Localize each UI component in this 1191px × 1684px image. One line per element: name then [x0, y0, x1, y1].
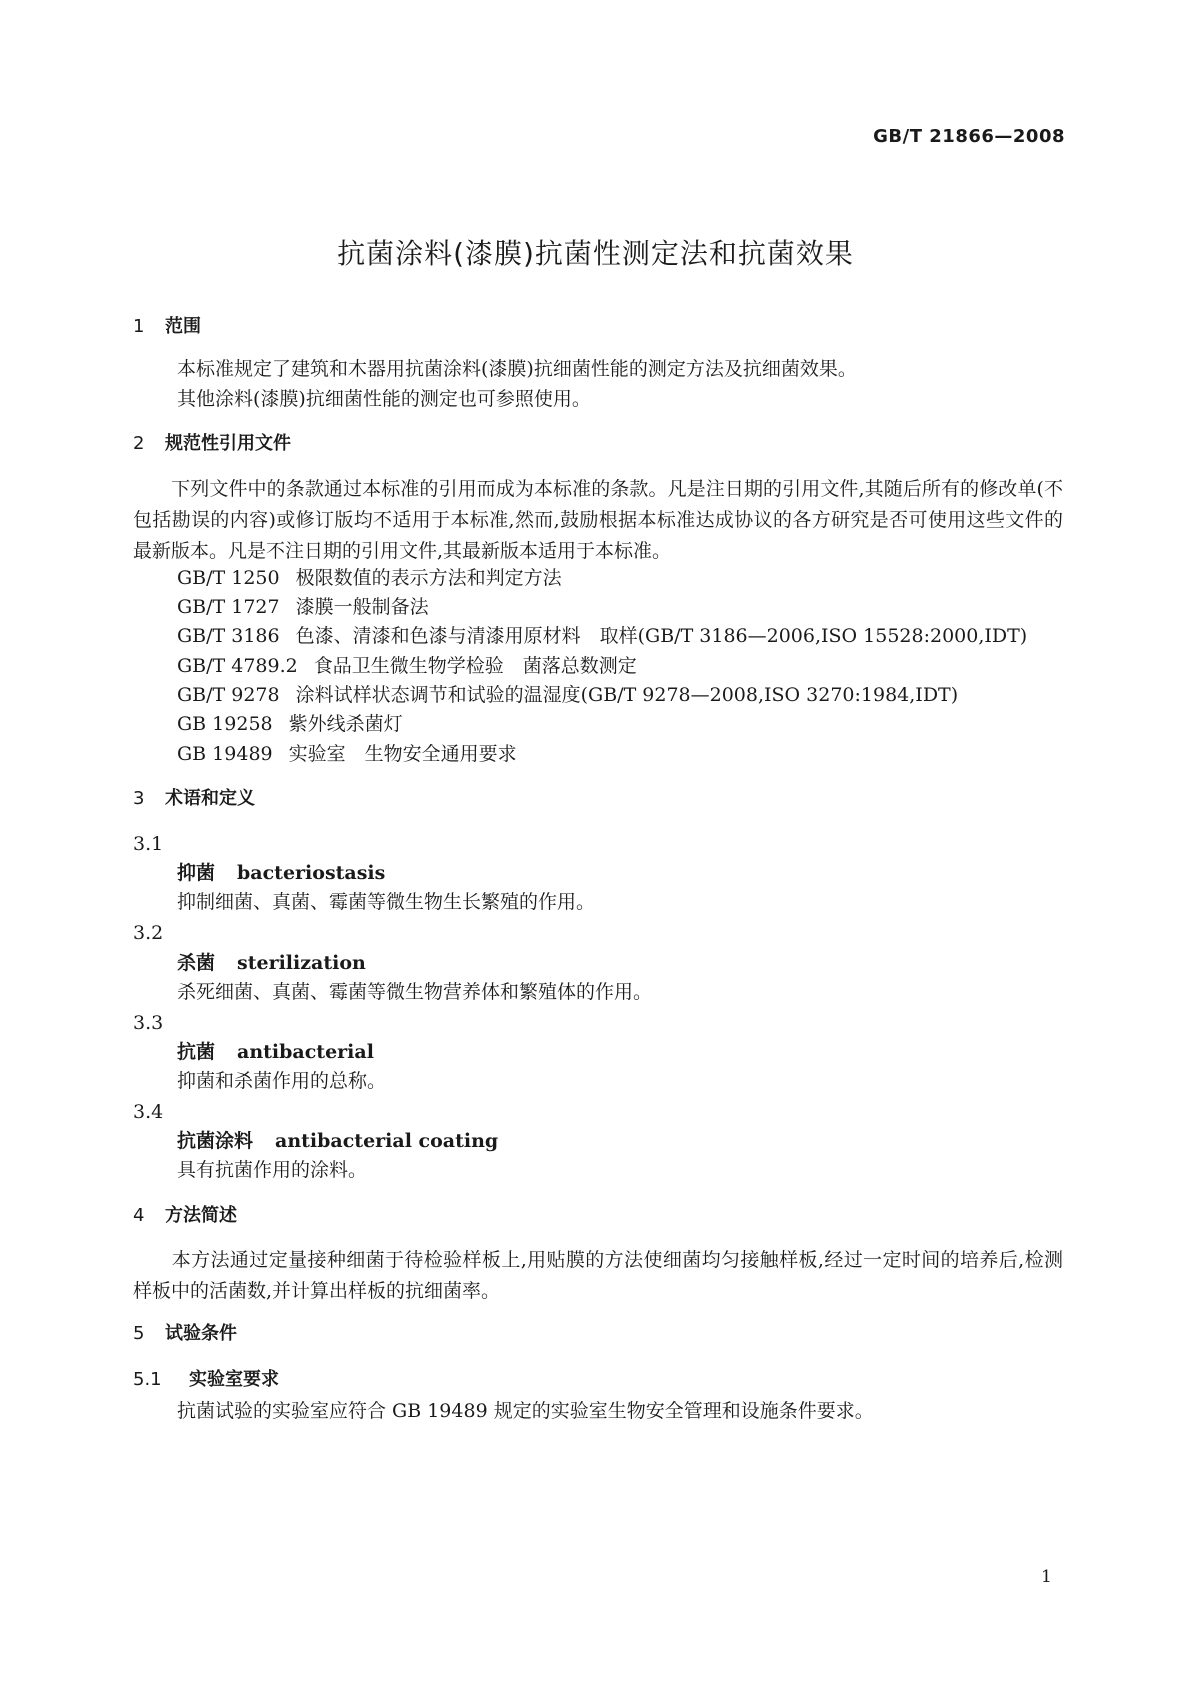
section-title: 方法简述 — [165, 1205, 237, 1226]
reference-code: GB/T 1727 — [177, 596, 280, 618]
reference-item — [177, 594, 429, 620]
section-title: 术语和定义 — [165, 788, 255, 809]
reference-item — [177, 711, 403, 737]
standard-code: GB/T 21866—2008 — [873, 126, 1065, 147]
term-zh: 杀菌 — [177, 952, 216, 974]
reference-title: 实验室 生物安全通用要求 — [288, 743, 517, 765]
term-definition: 抑制细菌、真菌、霉菌等微生物生长繁殖的作用。 — [177, 891, 596, 913]
section-title: 范围 — [165, 316, 201, 337]
section-title: 规范性引用文件 — [165, 433, 291, 454]
paragraph: 抗菌试验的实验室应符合 GB 19489 规定的实验室生物安全管理和设施条件要求。 — [177, 1400, 874, 1422]
term-definition: 具有抗菌作用的涂料。 — [177, 1159, 368, 1181]
section-number: 2 — [133, 433, 145, 454]
subsection-5-1-heading — [133, 1367, 279, 1393]
reference-title: 极限数值的表示方法和判定方法 — [295, 567, 562, 589]
reference-item — [177, 623, 1027, 649]
term-heading — [177, 1128, 498, 1154]
term-number: 3.1 — [133, 833, 164, 855]
reference-item — [177, 653, 637, 679]
reference-title: 紫外线杀菌灯 — [288, 713, 403, 735]
subsection-title: 实验室要求 — [189, 1369, 279, 1390]
term-en: bacteriostasis — [237, 862, 386, 884]
document-title: 抗菌涂料(漆膜)抗菌性测定法和抗菌效果 — [337, 237, 854, 270]
paragraph: 本方法通过定量接种细菌于待检验样板上,用贴膜的方法使细菌均匀接触样板,经过一定时间的培养后,检测样板中的活菌数,并计算出样板的抗细菌率。 — [133, 1249, 1063, 1302]
reference-code: GB/T 4789.2 — [177, 655, 298, 677]
section-1-heading — [133, 314, 201, 340]
term-heading — [177, 860, 385, 886]
term-number: 3.4 — [133, 1101, 164, 1123]
term-en: sterilization — [237, 952, 366, 974]
subsection-number: 5.1 — [133, 1369, 162, 1390]
reference-code: GB 19489 — [177, 743, 273, 765]
paragraph: 其他涂料(漆膜)抗细菌性能的测定也可参照使用。 — [177, 388, 591, 410]
paragraph: 下列文件中的条款通过本标准的引用而成为本标准的条款。凡是注日期的引用文件,其随后所有的修改单(不包括勘误的内容)或修订版均不适用于本标准,然而,鼓励根据本标准达成协议的各方研究是否可使用这些文件的最新版本。凡是不注日期的引用文件,其最新版本适用于本标准。 — [133, 478, 1063, 562]
term-zh: 抑菌 — [177, 862, 216, 884]
page-number: 1 — [1041, 1567, 1052, 1587]
reference-code: GB/T 9278 — [177, 684, 280, 706]
reference-code: GB/T 3186 — [177, 625, 280, 647]
reference-item — [177, 741, 517, 767]
section-number: 3 — [133, 788, 145, 809]
term-heading — [177, 950, 366, 976]
section-2-heading — [133, 431, 291, 457]
term-number: 3.3 — [133, 1012, 164, 1034]
term-en: antibacterial coating — [275, 1130, 499, 1152]
reference-item — [177, 682, 958, 708]
term-zh: 抗菌涂料 — [177, 1130, 254, 1152]
section-3-heading — [133, 786, 255, 812]
reference-item — [177, 565, 562, 591]
section-4-heading — [133, 1203, 237, 1229]
term-definition: 杀死细菌、真菌、霉菌等微生物营养体和繁殖体的作用。 — [177, 981, 653, 1003]
term-number: 3.2 — [133, 922, 164, 944]
section-number: 1 — [133, 316, 145, 337]
section-5-heading — [133, 1321, 237, 1347]
term-en: antibacterial — [237, 1041, 374, 1063]
section-number: 5 — [133, 1323, 145, 1344]
section-title: 试验条件 — [165, 1323, 237, 1344]
reference-title: 色漆、清漆和色漆与清漆用原材料 取样(GB/T 3186—2006,ISO 15528:2000,IDT) — [295, 625, 1028, 647]
term-definition: 抑菌和杀菌作用的总称。 — [177, 1070, 387, 1092]
reference-code: GB/T 1250 — [177, 567, 280, 589]
section-number: 4 — [133, 1205, 145, 1226]
term-zh: 抗菌 — [177, 1041, 216, 1063]
paragraph: 本标准规定了建筑和木器用抗菌涂料(漆膜)抗细菌性能的测定方法及抗细菌效果。 — [177, 358, 857, 380]
reference-title: 食品卫生微生物学检验 菌落总数测定 — [313, 655, 637, 677]
reference-title: 漆膜一般制备法 — [295, 596, 429, 618]
term-heading — [177, 1039, 374, 1065]
reference-title: 涂料试样状态调节和试验的温湿度(GB/T 9278—2008,ISO 3270:1984,IDT) — [295, 684, 959, 706]
reference-code: GB 19258 — [177, 713, 273, 735]
